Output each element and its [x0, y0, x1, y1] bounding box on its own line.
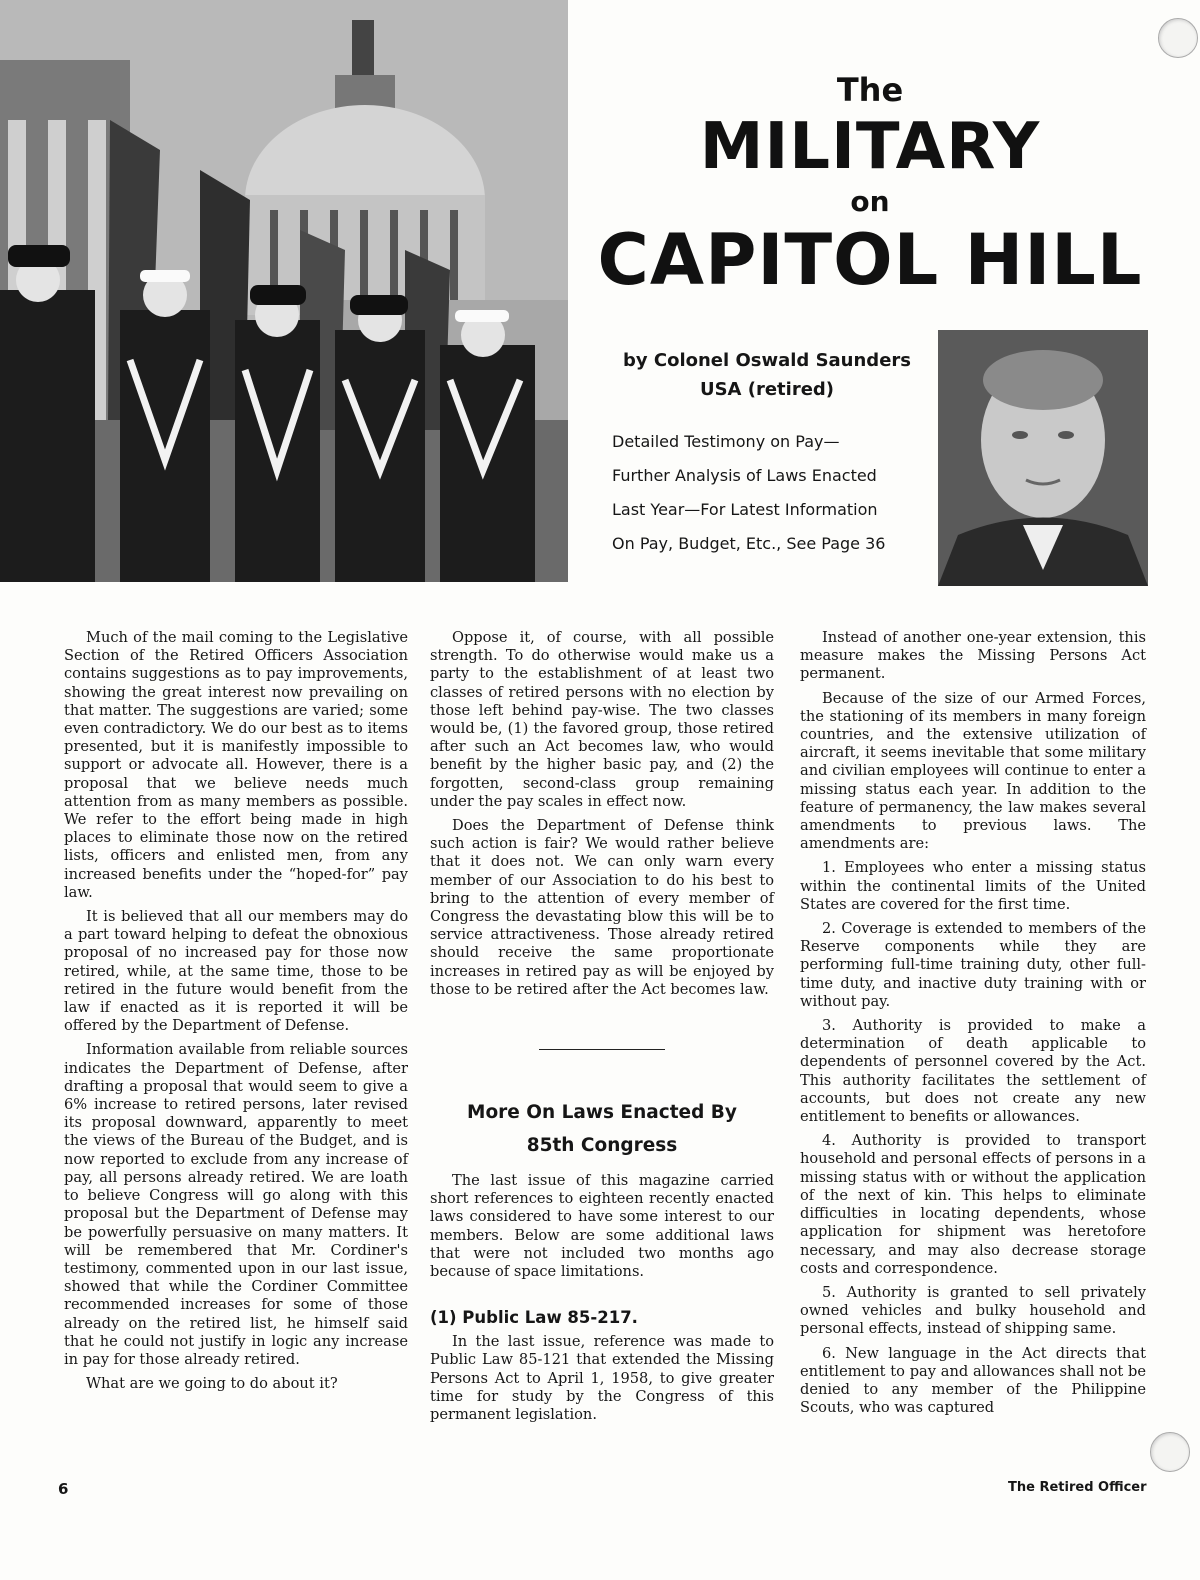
article-subhead	[612, 425, 922, 561]
subhead-line: Detailed Testimony on Pay—	[612, 432, 840, 451]
article-column-1	[64, 629, 408, 1399]
paragraph: 1. Employees who enter a missing status within the continental limits of the United States are covered for the first time.	[800, 859, 1146, 913]
title-line-on: on	[850, 185, 890, 218]
author-portrait	[938, 330, 1148, 586]
paragraph: 2. Coverage is extended to members of the Reserve components while they are performing full-time training duty, other full-time duty, and inactive duty training with or without pay.	[800, 920, 1146, 1010]
paragraph: 5. Authority is granted to sell privately owned vehicles and bulky household and personal effects, instead of shipping same.	[800, 1283, 1146, 1338]
section-heading-line: 85th Congress	[526, 1135, 678, 1157]
paragraph: Because of the size of our Armed Forces, the stationing of its members in many foreign countries, and the extensive utilization of aircraft, it seems inevitable that some military and civilian employees will continue to enter a missing status each year. In addition to the feature of permanency, the law makes several amendments to previous laws. The amendments are:	[800, 689, 1146, 853]
capitol-color-guard-photo	[0, 0, 568, 582]
section-heading	[430, 1096, 774, 1162]
binder-hole-top	[1158, 18, 1198, 58]
paragraph: Does the Department of Defense think such action is fair? We would rather believe that it does not. We can only warn every member of our Association to do his best to bring to the attention of every member of Congress the devastating blow this will be to service attractiveness. Those already retired should receive the same proportionate increases in retired pay as will be enjoyed by those to be retired after the Act becomes law.	[430, 817, 774, 998]
article-title	[590, 70, 1150, 300]
section-intro: The last issue of this magazine carried short references to eighteen recently enacted laws considered to have some interest to our members. Below are some additional laws that were not included two months ago because of space limitations.	[430, 1172, 774, 1281]
section-heading-line: More On Laws Enacted By	[467, 1102, 737, 1124]
subhead-line: On Pay, Budget, Etc., See Page 36	[612, 534, 886, 553]
title-line-the: The	[836, 71, 904, 109]
article-column-3	[800, 629, 1146, 1423]
paragraph: It is believed that all our members may do a part toward helping to defeat the obnoxious proposal of no increased pay for those now retired, while, at the same time, those to be retired in the future would benefit from the law if enacted as it is reported it will be offered by the Department of Defense.	[64, 908, 408, 1035]
photo-illustration	[0, 0, 568, 582]
paragraph: 6. New language in the Act directs that entitlement to pay and allowances shall not be denied to any member of the Philippine Scouts, who was captured	[800, 1344, 1146, 1417]
portrait-illustration	[938, 330, 1148, 586]
title-line-military: MILITARY	[699, 110, 1041, 184]
subhead-line: Last Year—For Latest Information	[612, 500, 878, 519]
paragraph: Instead of another one-year extension, this measure makes the Missing Persons Act permanent.	[800, 629, 1146, 683]
article-column-2	[430, 629, 774, 1430]
byline-rank: USA (retired)	[699, 379, 835, 400]
byline-name: by Colonel Oswald Saunders	[623, 350, 911, 371]
paragraph: Oppose it, of course, with all possible strength. To do otherwise would make us a party to the establishment of at least two classes of retired persons with no election by those left behind pay-wise. The two classes would be, (1) the favored group, those retired after such an Act becomes law, who would benefit by the higher basic pay, and (2) the forgotten, second-class group remaining under the pay scales in effect now.	[430, 629, 774, 810]
title-line-capitol-hill: CAPITOL HILL	[597, 219, 1143, 301]
paragraph: What are we going to do about it?	[86, 1375, 338, 1393]
law-subheading: (1) Public Law 85-217.	[430, 1308, 638, 1328]
byline	[612, 346, 922, 404]
subhead-line: Further Analysis of Laws Enacted	[612, 466, 877, 485]
law-paragraph: In the last issue, reference was made to Public Law 85-121 that extended the Missing Persons Act to April 1, 1958, to give greater time for study by the Congress of this permanent legislation.	[430, 1333, 774, 1424]
magazine-name: The Retired Officer	[1008, 1480, 1147, 1495]
paragraph: 3. Authority is provided to make a determination of death applicable to dependents of personnel covered by the Act. This authority facilitates the settlement of accounts, but does not create any new entitlement to benefits or allowances.	[800, 1017, 1146, 1126]
page-number: 6	[58, 1480, 69, 1498]
binder-hole-bottom	[1150, 1432, 1190, 1472]
paragraph: Much of the mail coming to the Legislative Section of the Retired Officers Association contains suggestions as to pay improvements, showing the great interest now prevailing on that matter. The suggestions are varied; some even contradictory. We do our best as to items presented, but it is manifestly impossible to support or advocate all. However, there is a proposal that we believe needs much attention from as many members as possible. We refer to the effort being made in high places to eliminate those now on the retired lists, officers and enlisted men, from any increased benefits under the “hoped-for” pay law.	[64, 629, 408, 901]
paragraph: Information available from reliable sources indicates the Department of Defense, after drafting a proposal that would seem to give a 6% increase to retired persons, later revised its proposal downward, apparently to meet the views of the Bureau of the Budget, and is now reported to exclude from any increase of pay, all persons already retired. We are loath to believe Congress will go along with this proposal but the Department of Defense may be powerfully persuasive on many matters. It will be remembered that Mr. Cordiner's testimony, commented upon in our last issue, showed that while the Cordiner Committee recommended increases for some of those already on the retired list, he himself said that he could not justify in logic any increase in pay for those already retired.	[64, 1041, 408, 1368]
paragraph: 4. Authority is provided to transport household and personal effects of persons in a missing status with or without the application of the next of kin. This helps to eliminate difficulties in locating dependents, whose application for shipment was heretofore necessary, and may also decrease storage costs and correspondence.	[800, 1132, 1146, 1277]
